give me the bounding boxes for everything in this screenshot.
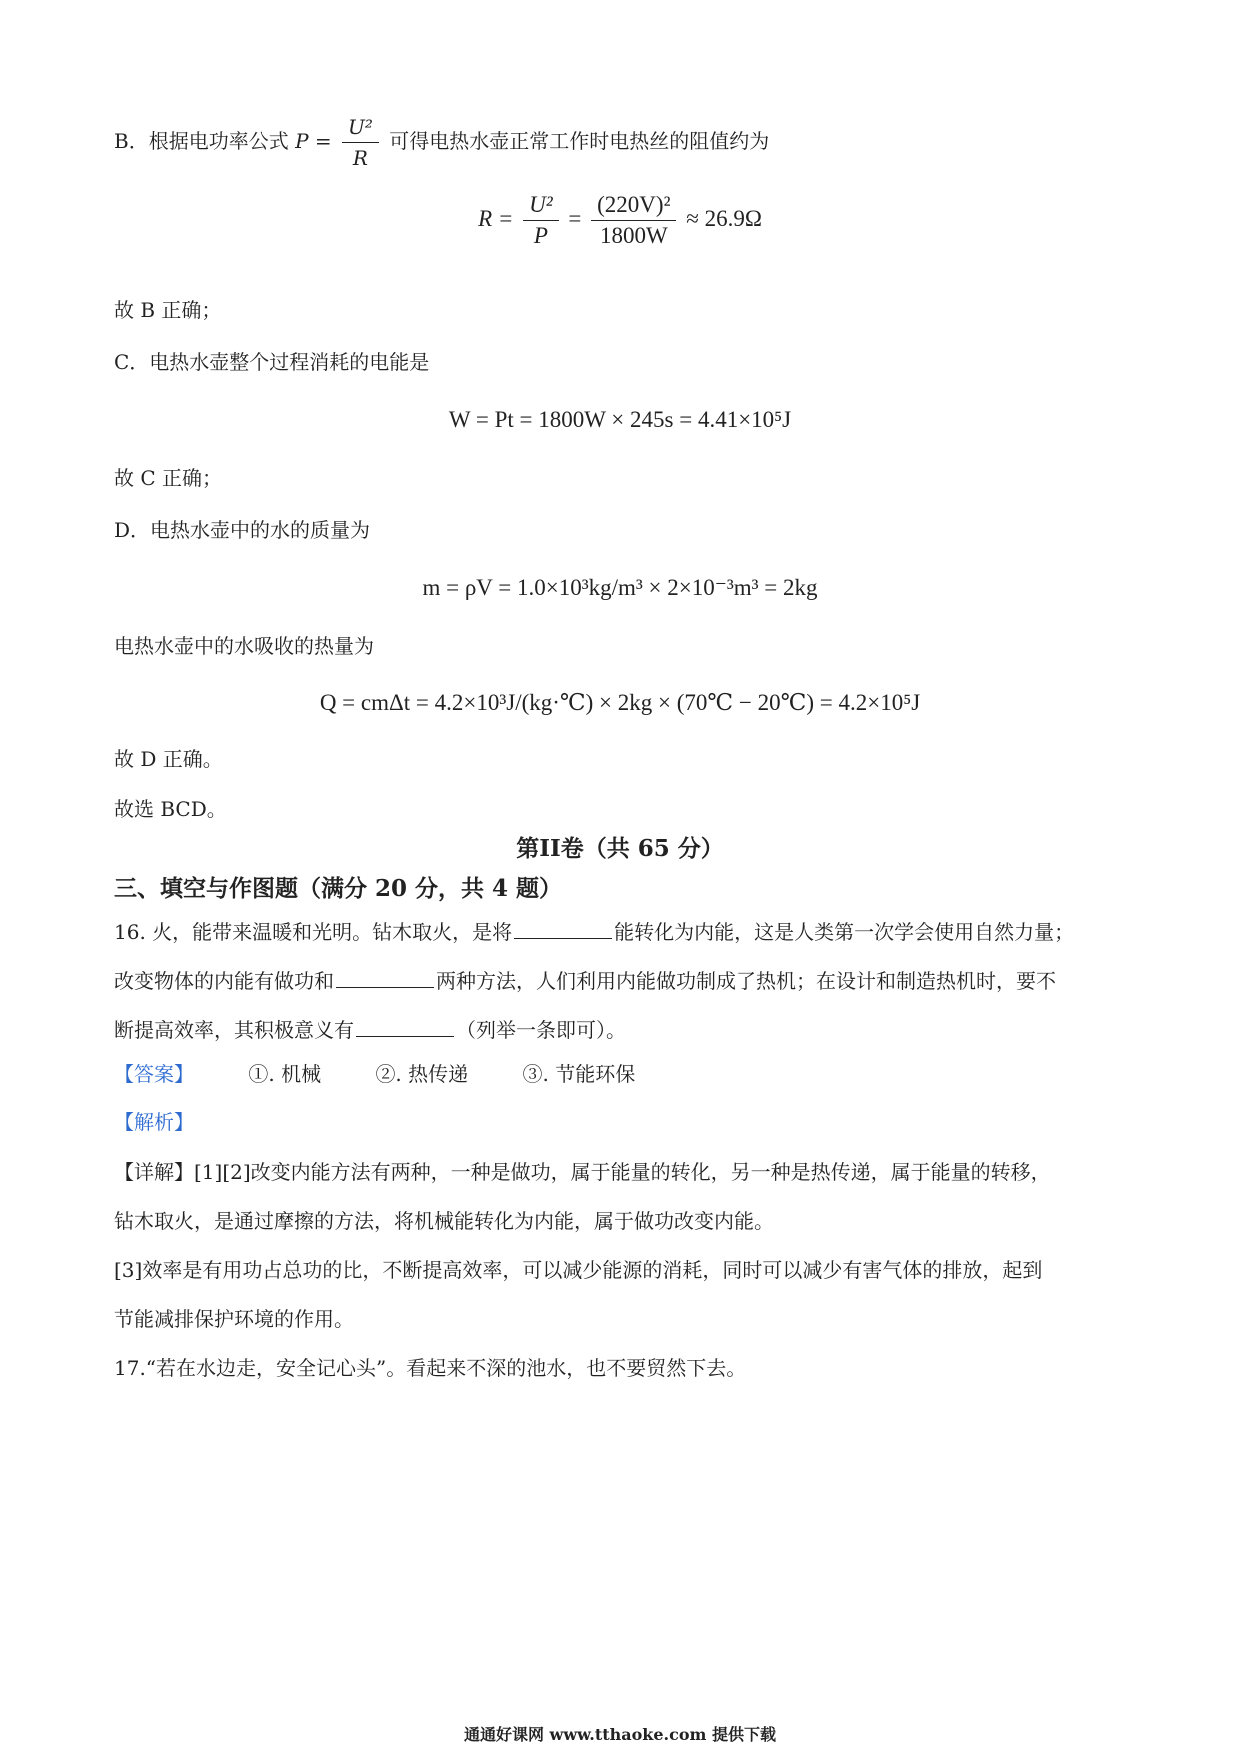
detail-line: 钻木取火，是通过摩擦的方法，将机械能转化为内能，属于做功改变内能。: [114, 1209, 774, 1233]
answer-option-1: ①. 机械: [248, 1062, 322, 1086]
question-16-line-3: [114, 1006, 1124, 1055]
option-d-intro: D．电热水壶中的水的质量为: [114, 518, 371, 542]
power-formula-fraction: [342, 112, 379, 173]
formula-equals: =: [568, 205, 582, 231]
question-16-text: 能转化为内能，这是人类第一次学会使用自然力量；: [614, 920, 1075, 944]
fraction-denominator: R: [352, 146, 368, 170]
question-16-text: （列举一条即可）。: [456, 1018, 626, 1042]
final-choice: 故选 BCD。: [114, 797, 227, 821]
part2-title: 第II卷（共 65 分）: [516, 835, 724, 862]
question-16-text: 断提高效率，其积极意义有: [114, 1018, 354, 1042]
heat-intro: 电热水壶中的水吸收的热量为: [114, 634, 374, 658]
answer-blank-1: [514, 918, 612, 939]
option-b-intro-tail: 可得电热水壶正常工作时电热丝的阻值约为: [389, 129, 770, 153]
formula-fraction-1: [523, 190, 559, 251]
question-16-text: 16. 火，能带来温暖和光明。钻木取火，是将: [114, 920, 513, 944]
option-c-conclusion: 故 C 正确；: [114, 466, 223, 490]
option-d-conclusion: 故 D 正确。: [114, 747, 223, 771]
option-b-conclusion: 故 B 正确；: [114, 298, 222, 322]
detail-explanation: [114, 1148, 1124, 1344]
answer-option-2: ②. 热传递: [375, 1062, 469, 1086]
resistance-formula: [0, 190, 1240, 251]
fraction-numerator: U²: [342, 112, 379, 143]
answer-blank-2: [336, 967, 434, 988]
power-symbol: P =: [295, 129, 332, 153]
detail-line: 【详解】[1][2]改变内能方法有两种，一种是做功，属于能量的转化，另一种是热传递，属于能量的转移，: [114, 1160, 1051, 1184]
answer-tag: 【答案】: [114, 1062, 194, 1086]
question-16-line-2: [114, 957, 1124, 1006]
question-17: 17.“若在水边走，安全记心头”。看起来不深的池水，也不要贸然下去。: [114, 1356, 747, 1380]
answer-blank-3: [356, 1016, 454, 1037]
fraction-denominator: P: [533, 223, 548, 248]
mass-formula: m = ρV = 1.0×10³kg/m³ × 2×10⁻³m³ = 2kg: [422, 575, 818, 600]
question-16: [114, 908, 1124, 1055]
energy-formula: W = Pt = 1800W × 245s = 4.41×10⁵J: [448, 407, 792, 432]
answer-row: [114, 1060, 635, 1088]
fraction-denominator: 1800W: [599, 223, 668, 248]
option-c-intro: C．电热水壶整个过程消耗的电能是: [114, 350, 430, 374]
fraction-numerator: U²: [523, 190, 559, 221]
heat-formula: Q = cmΔt = 4.2×10³J/(kg·℃) × 2kg × (70℃ − 20℃) = 4.2×10⁵J: [319, 690, 921, 715]
detail-line: [3]效率是有用功占总功的比，不断提高效率，可以减少能源的消耗，同时可以减少有害气体的排放，起到: [114, 1258, 1043, 1282]
option-b-intro-text: B．根据电功率公式: [114, 129, 289, 153]
section3-title: 三、填空与作图题（满分 20 分，共 4 题）: [114, 875, 563, 902]
formula-fraction-2: [591, 190, 676, 251]
page-footer: 通通好课网 www.tthaoke.com 提供下载: [463, 1725, 777, 1744]
answer-option-3: ③. 节能环保: [522, 1062, 636, 1086]
question-16-text: 改变物体的内能有做功和: [114, 969, 334, 993]
option-b-intro: [114, 112, 769, 173]
fraction-numerator: (220V)²: [591, 190, 676, 221]
analysis-tag: 【解析】: [114, 1110, 194, 1134]
question-16-line-1: [114, 908, 1124, 957]
formula-result: ≈ 26.9Ω: [686, 205, 762, 231]
formula-lhs: R =: [478, 205, 514, 231]
question-16-text: 两种方法，人们利用内能做功制成了热机；在设计和制造热机时，要不: [436, 969, 1056, 993]
detail-line: 节能减排保护环境的作用。: [114, 1307, 354, 1331]
